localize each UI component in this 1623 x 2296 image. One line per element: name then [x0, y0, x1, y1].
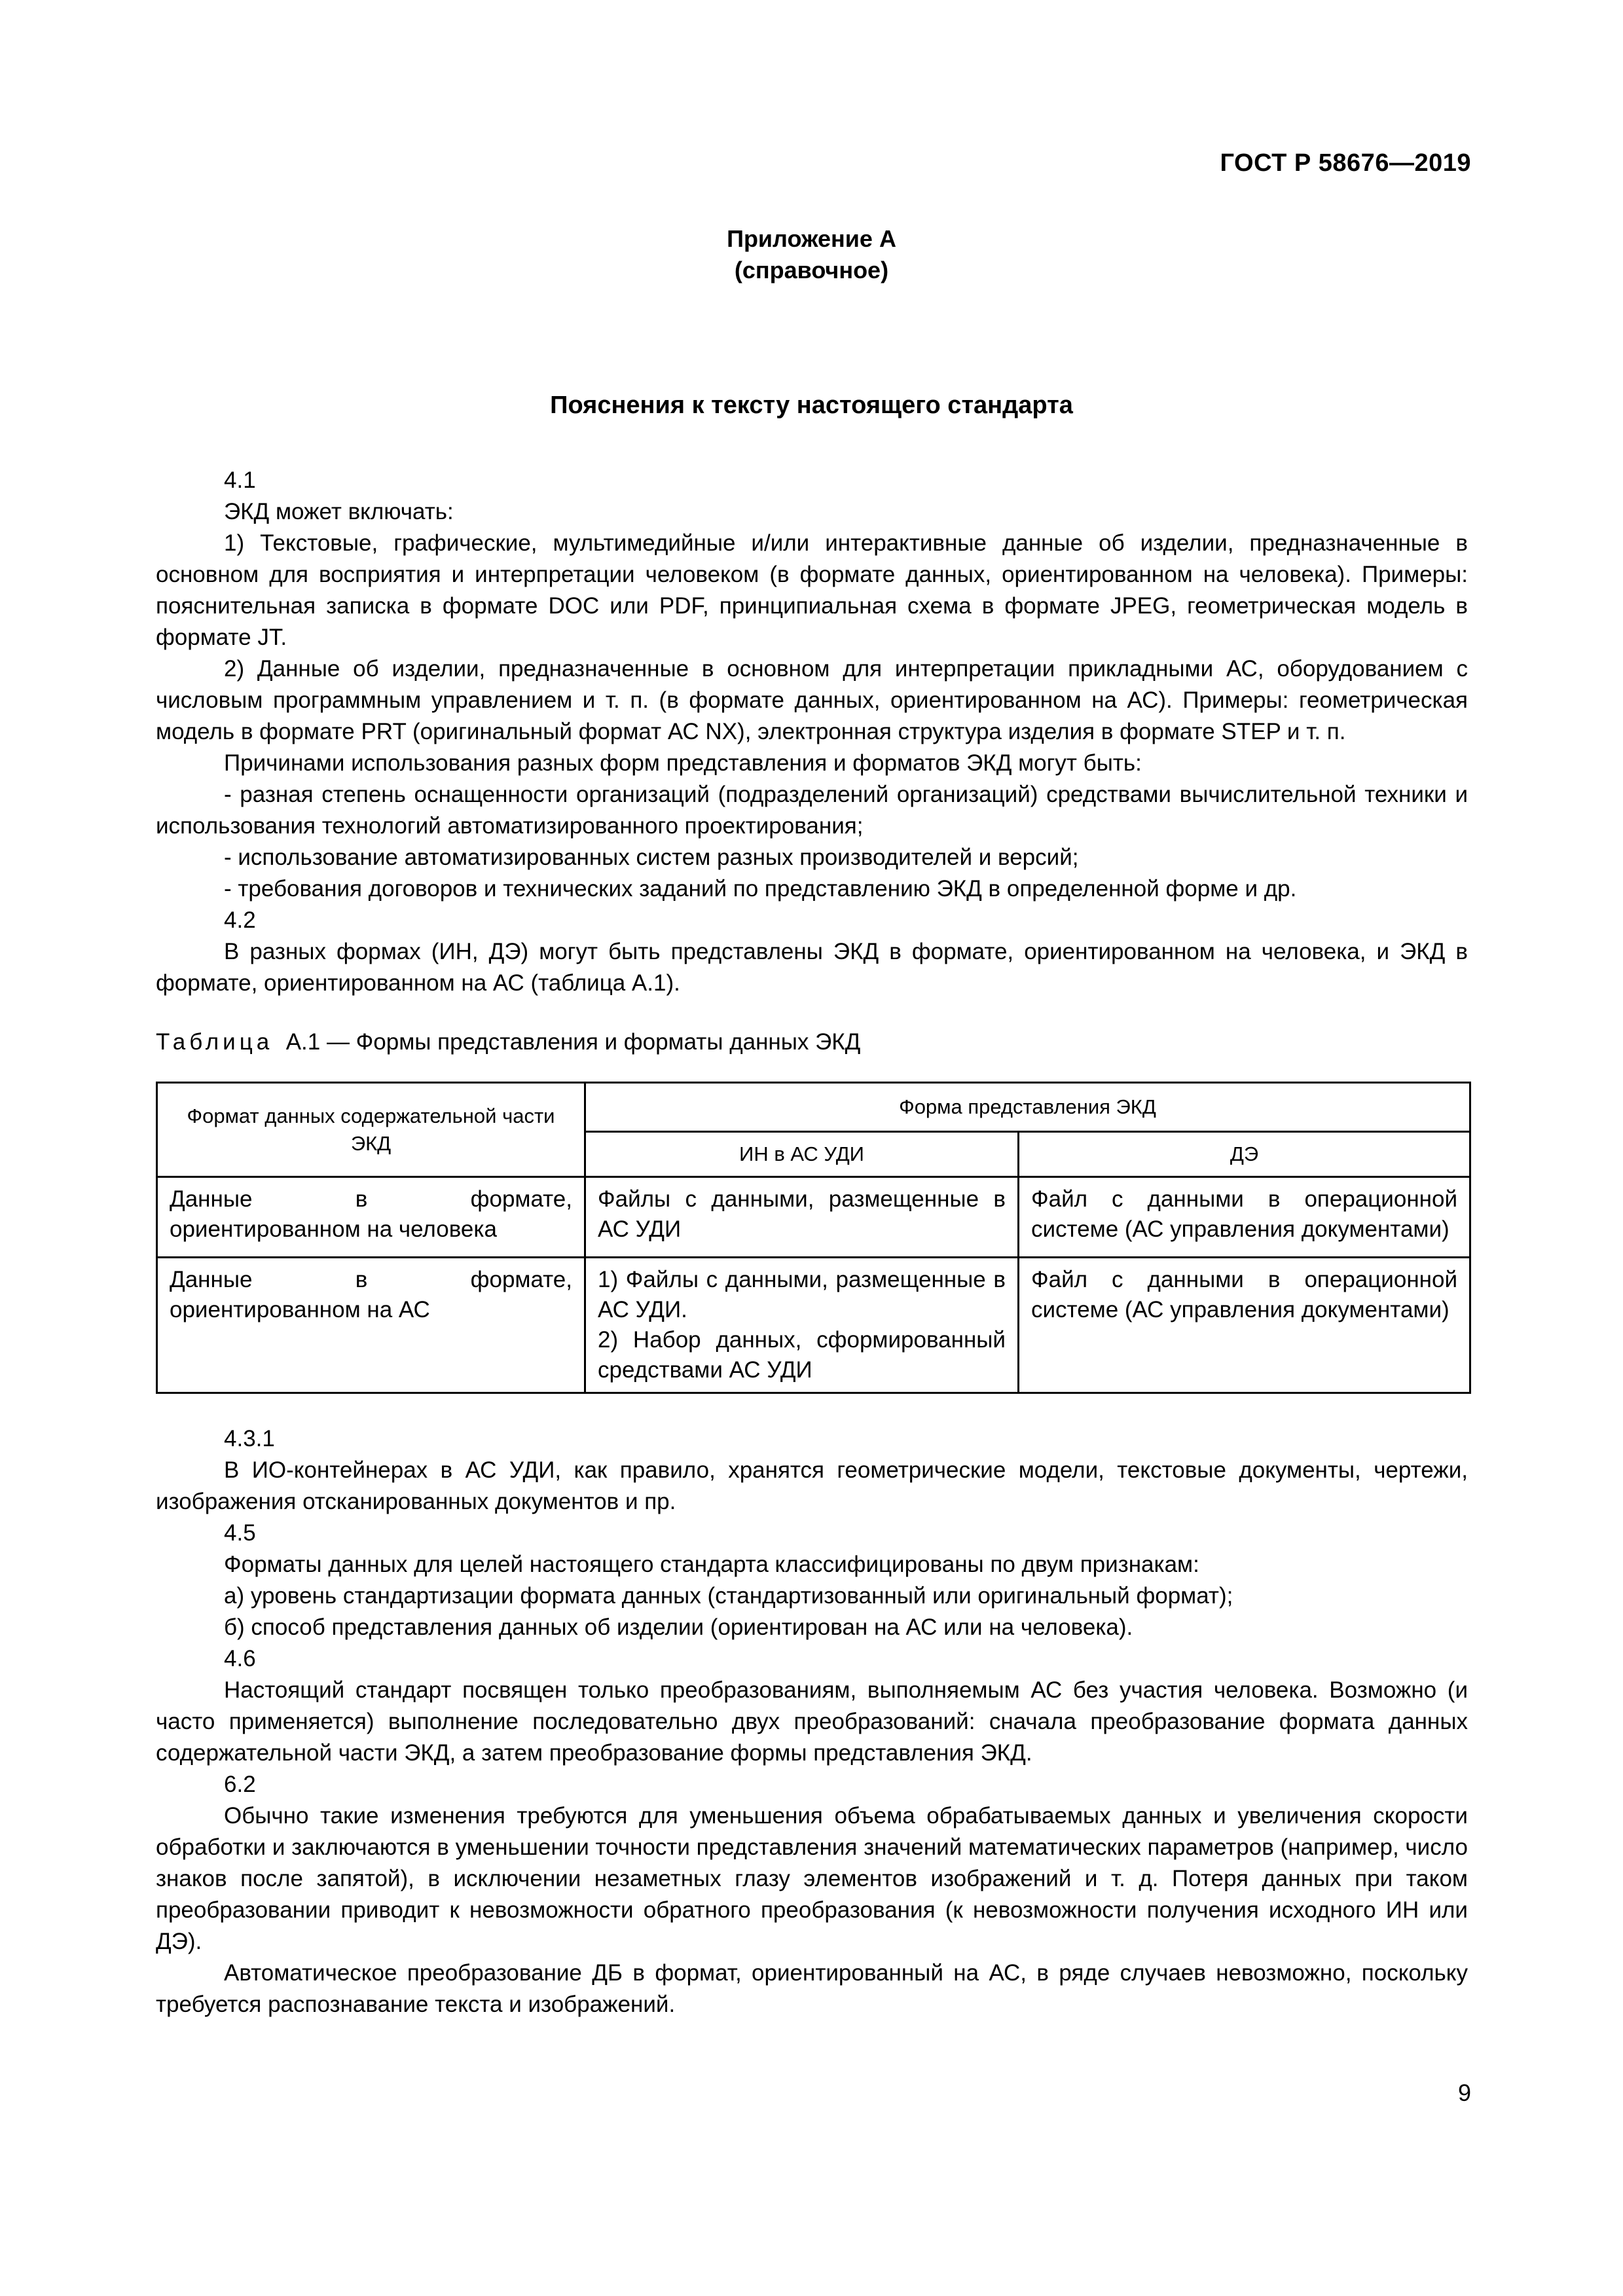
- list-item: б) способ представления данных об изделии (ориентирован на АС или на человека).: [224, 1614, 1133, 1640]
- section-title: Пояснения к тексту настоящего стандарта: [550, 392, 1073, 419]
- table-caption-prefix: Таблица: [156, 1029, 274, 1055]
- paragraph: В ИО-контейнерах в АС УДИ, как правило, хранятся геометрические модели, текстовые документы, чертежи, изображения отсканированных документов и пр.: [156, 1457, 1468, 1514]
- list-item: - использование автоматизированных систем разных производителей и версий;: [224, 845, 1079, 870]
- text-block-2: [156, 1423, 1468, 2020]
- table-cell: Файлы с данными, размещенные в АС УДИ: [585, 1177, 1019, 1258]
- table-header-in: ИН в АС УДИ: [585, 1132, 1019, 1177]
- list-item: - разная степень оснащенности организаций (подразделений организаций) средствами вычислительной техники и использования технологий автоматизированного проектирования;: [156, 782, 1468, 839]
- table-caption: [156, 1029, 860, 1055]
- table-caption-text: А.1 — Формы представления и форматы данных ЭКД: [285, 1029, 861, 1055]
- table-cell-line: 2) Набор данных, сформированный средствами АС УДИ: [598, 1327, 1006, 1383]
- paragraph: 2) Данные об изделии, предназначенные в основном для интерпретации прикладными АС, оборудованием с числовым программным управлением и т. п. (в формате данных, ориентированном на АС). Примеры: геометрическая модель в формате PRT (оригинальный формат АС NX), электронная структура изделия в формате STEP и т. п.: [156, 656, 1468, 744]
- standard-code: ГОСТ Р 58676—2019: [1220, 149, 1471, 177]
- page-number: 9: [1457, 2079, 1471, 2106]
- paragraph: Причинами использования разных форм представления и форматов ЭКД могут быть:: [224, 750, 1142, 776]
- appendix-type: (справочное): [734, 257, 889, 283]
- appendix-label: Приложение А: [727, 225, 896, 252]
- clause-number: 4.6: [224, 1646, 256, 1671]
- paragraph: Автоматическое преобразование ДБ в формат, ориентированный на АС, в ряде случаев невозможно, поскольку требуется распознавание текста и изображений.: [156, 1960, 1468, 2017]
- paragraph: 1) Текстовые, графические, мультимедийные и/или интерактивные данные об изделии, предназначенные в основном для восприятия и интерпретации человеком (в формате данных, ориентированном на человека). Примеры: пояснительная записка в формате DOC или PDF, принципиальная схема в формате JPEG, геометрическая модель в формате JT.: [156, 530, 1468, 650]
- table-cell: Данные в формате, ориентированном на человека: [157, 1177, 585, 1258]
- table-cell: Файл с данными в операционной системе (АС управления документами): [1019, 1258, 1470, 1393]
- paragraph: Обычно такие изменения требуются для уменьшения объема обрабатываемых данных и увеличения скорости обработки и заключаются в уменьшении точности представления значений математических параметров (например, число знаков после запятой), в исключении незаметных глазу элементов изображений и т. д. Потеря данных при таком преобразовании приводит к невозможности обратного преобразования (к невозможности получения исходного ИН или ДЭ).: [156, 1803, 1468, 1954]
- table-cell-line: 1) Файлы с данными, размещенные в АС УДИ.: [598, 1267, 1006, 1322]
- table-row: [157, 1258, 1470, 1393]
- list-item: - требования договоров и технических заданий по представлению ЭКД в определенной форме и др.: [224, 876, 1297, 902]
- clause-number: 4.5: [224, 1520, 256, 1546]
- paragraph: Форматы данных для целей настоящего стандарта классифицированы по двум признакам:: [224, 1552, 1199, 1577]
- table-cell: [585, 1258, 1019, 1393]
- table-cell: Файл с данными в операционной системе (АС управления документами): [1019, 1177, 1470, 1258]
- list-item: а) уровень стандартизации формата данных (стандартизованный или оригинальный формат);: [224, 1583, 1233, 1609]
- table-cell: Данные в формате, ориентированном на АС: [157, 1258, 585, 1393]
- table-header-group: Форма представления ЭКД: [585, 1083, 1470, 1132]
- clause-number: 4.1: [224, 467, 256, 493]
- clause-number: 4.3.1: [224, 1426, 275, 1451]
- clause-number: 4.2: [224, 907, 256, 933]
- clause-number: 6.2: [224, 1772, 256, 1797]
- table-header-format: Формат данных содержательной части ЭКД: [157, 1083, 585, 1177]
- paragraph: Настоящий стандарт посвящен только преобразованиям, выполняемым АС без участия человека. Возможно (и часто применяется) выполнение последовательно двух преобразований: сначала преобразование формата данных содержательной части ЭКД, а затем преобразование формы представления ЭКД.: [156, 1677, 1468, 1766]
- data-table: [156, 1082, 1471, 1394]
- table-header-de: ДЭ: [1019, 1132, 1470, 1177]
- table-row: [157, 1177, 1470, 1258]
- paragraph: В разных формах (ИН, ДЭ) могут быть представлены ЭКД в формате, ориентированном на человека, и ЭКД в формате, ориентированном на АС (таблица А.1).: [156, 939, 1468, 996]
- text-block-1: [156, 465, 1468, 999]
- paragraph: ЭКД может включать:: [224, 499, 454, 524]
